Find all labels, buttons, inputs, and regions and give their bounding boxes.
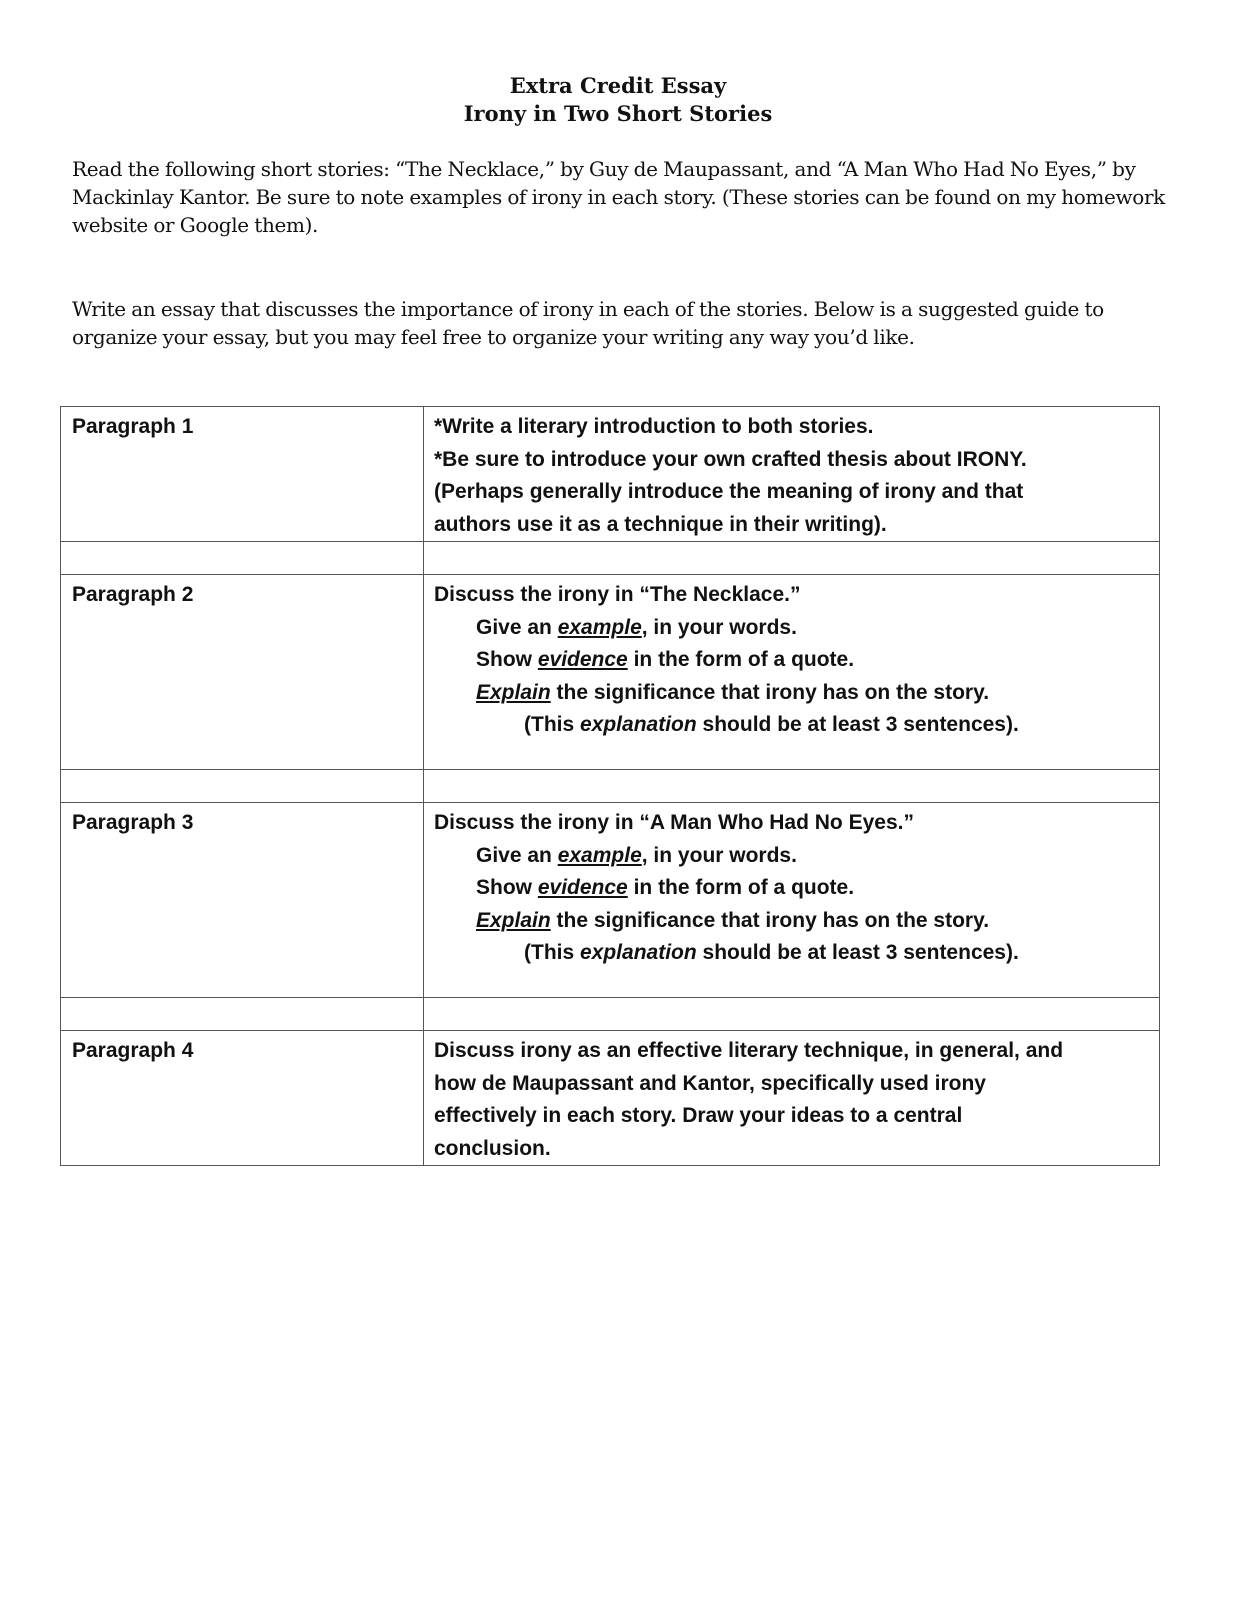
row-content-cell (424, 407, 1160, 542)
row-label-cell (61, 575, 424, 770)
paragraph-4-line: how de Maupassant and Kantor, specifically used irony (434, 1071, 986, 1095)
paragraph-3-evidence-line: Show evidence in the form of a quote. (476, 876, 855, 899)
paragraph-3-heading: Discuss the irony in “A Man Who Had No Eyes.” (434, 811, 914, 834)
explanation-emphasis: explanation (580, 713, 697, 736)
paragraph-1-label: Paragraph 1 (72, 415, 194, 438)
paragraph-2-evidence-line: Show evidence in the form of a quote. (476, 648, 855, 671)
paragraph-1-line: *Be sure to introduce your own crafted thesis about IRONY. (434, 447, 1027, 471)
explain-emphasis: Explain (476, 908, 551, 932)
paragraph-2-example-line: Give an example, in your words. (476, 615, 797, 639)
table-row (61, 407, 1160, 542)
evidence-emphasis: evidence (537, 648, 628, 671)
example-emphasis: example (557, 615, 642, 639)
document-title: Extra Credit Essay (509, 73, 727, 98)
explanation-emphasis: explanation (580, 941, 697, 964)
spacer-row (61, 770, 1160, 803)
paragraph-4-line: effectively in each story. Draw your ideas to a central (434, 1104, 963, 1127)
paragraph-2-heading: Discuss the irony in “The Necklace.” (434, 583, 801, 606)
instructions-paragraph-reading: Read the following short stories: “The Necklace,” by Guy de Maupassant, and “A Man Who Had No Eyes,” by Mackinlay Kantor. Be sure to note examples of irony in each story. (These stories can be found on my homework website or Google them). (72, 157, 1165, 237)
document-subtitle: Irony in Two Short Stories (463, 101, 773, 126)
paragraph-2-instructions (424, 575, 1159, 742)
paragraph-4-line: conclusion. (434, 1136, 551, 1160)
row-label-cell (61, 1031, 424, 1166)
spacer-row (61, 998, 1160, 1031)
essay-guide-table (60, 406, 1160, 1166)
row-label-cell (61, 803, 424, 998)
row-content-cell (424, 1031, 1160, 1166)
paragraph-3-note-line: (This explanation should be at least 3 sentences). (524, 941, 1019, 964)
instructions-paragraph-essay: Write an essay that discusses the importance of irony in each of the stories. Below is a suggested guide to organize your essay, but you may feel free to organize your writing any way you’d like. (72, 297, 1104, 349)
paragraph-2-explain-line: Explain the significance that irony has on the story. (476, 680, 990, 704)
paragraph-1-line: (Perhaps generally introduce the meaning of irony and that (434, 480, 1024, 503)
row-label-cell (61, 407, 424, 542)
table-row (61, 575, 1160, 770)
paragraph-3-instructions (424, 803, 1159, 970)
row-content-cell (424, 803, 1160, 998)
row-content-cell (424, 575, 1160, 770)
spacer-row (61, 542, 1160, 575)
paragraph-2-note-line: (This explanation should be at least 3 sentences). (524, 713, 1019, 736)
table-row (61, 803, 1160, 998)
paragraph-2-label: Paragraph 2 (72, 583, 194, 606)
paragraph-3-label: Paragraph 3 (72, 811, 194, 834)
paragraph-1-instructions (424, 407, 1159, 541)
paragraph-3-example-line: Give an example, in your words. (476, 843, 797, 867)
paragraph-4-label: Paragraph 4 (72, 1039, 194, 1062)
paragraph-1-line: authors use it as a technique in their writing). (434, 512, 887, 536)
paragraph-3-explain-line: Explain the significance that irony has on the story. (476, 908, 990, 932)
evidence-emphasis: evidence (537, 876, 628, 899)
paragraph-4-line: Discuss irony as an effective literary technique, in general, and (434, 1039, 1064, 1062)
paragraph-4-instructions (424, 1031, 1159, 1165)
example-emphasis: example (557, 843, 642, 867)
paragraph-1-line: *Write a literary introduction to both stories. (434, 415, 874, 438)
table-row (61, 1031, 1160, 1166)
explain-emphasis: Explain (476, 680, 551, 704)
